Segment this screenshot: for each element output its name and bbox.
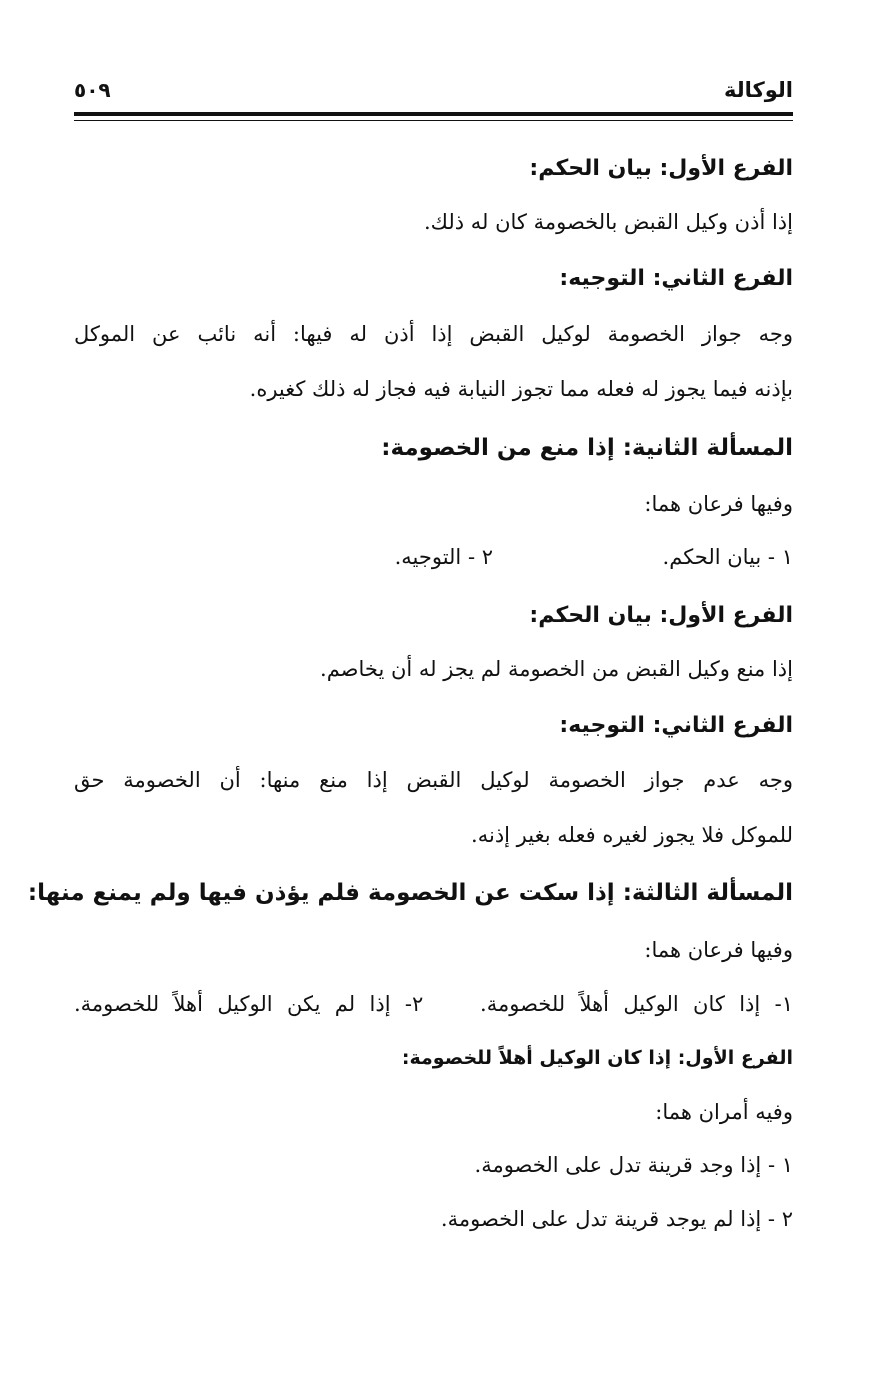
page-number: ٥٠٩ xyxy=(74,78,111,102)
issue-heading-second: المسألة الثانية: إذا منع من الخصومة: xyxy=(381,435,793,461)
paragraph-line: بإذنه فيما يجوز له فعله مما تجوز النيابة فيه فجاز له ذلك كغيره. xyxy=(249,377,793,401)
enumerated-pair xyxy=(313,545,793,569)
list-item: ١ - بيان الحكم. xyxy=(662,545,793,569)
paragraph-line: وفيه أمران هما: xyxy=(655,1100,793,1124)
list-item: ١- إذا كان الوكيل أهلاً للخصومة. xyxy=(480,992,793,1016)
paragraph-line: وجه جواز الخصومة لوكيل القبض إذا أذن له فيها: أنه نائب عن الموكل xyxy=(74,322,793,346)
section-heading-first-branch: الفرع الأول: إذا كان الوكيل أهلاً للخصومة: xyxy=(401,1047,793,1069)
section-heading-ruling: الفرع الأول: بيان الحكم: xyxy=(529,603,793,628)
section-heading-ruling: الفرع الأول: بيان الحكم: xyxy=(529,156,793,181)
page-header xyxy=(74,70,793,110)
paragraph-line: للموكل فلا يجوز لغيره فعله بغير إذنه. xyxy=(471,823,793,847)
running-title: الوكالة xyxy=(724,78,793,102)
header-rule-thick xyxy=(74,112,793,116)
list-item: ٢- إذا لم يكن الوكيل أهلاً للخصومة. xyxy=(74,992,424,1016)
enumerated-pair xyxy=(74,992,793,1016)
paragraph-line: إذا أذن وكيل القبض بالخصومة كان له ذلك. xyxy=(423,210,793,234)
section-heading-guidance: الفرع الثاني: التوجيه: xyxy=(559,713,793,738)
list-item: ٢ - التوجيه. xyxy=(394,545,493,569)
header-rule-thin xyxy=(74,120,793,121)
paragraph-line: وفيها فرعان هما: xyxy=(644,492,793,516)
list-item: ١ - إذا وجد قرينة تدل على الخصومة. xyxy=(474,1153,793,1177)
list-item: ٢ - إذا لم يوجد قرينة تدل على الخصومة. xyxy=(440,1207,793,1231)
section-heading-guidance: الفرع الثاني: التوجيه: xyxy=(559,266,793,291)
paragraph-line: وجه عدم جواز الخصومة لوكيل القبض إذا منع منها: أن الخصومة حق xyxy=(74,768,793,792)
paragraph-line: وفيها فرعان هما: xyxy=(644,938,793,962)
paragraph-line: إذا منع وكيل القبض من الخصومة لم يجز له أن يخاصم. xyxy=(320,657,793,681)
issue-heading-third: المسألة الثالثة: إذا سكت عن الخصومة فلم يؤذن فيها ولم يمنع منها: xyxy=(27,880,793,906)
